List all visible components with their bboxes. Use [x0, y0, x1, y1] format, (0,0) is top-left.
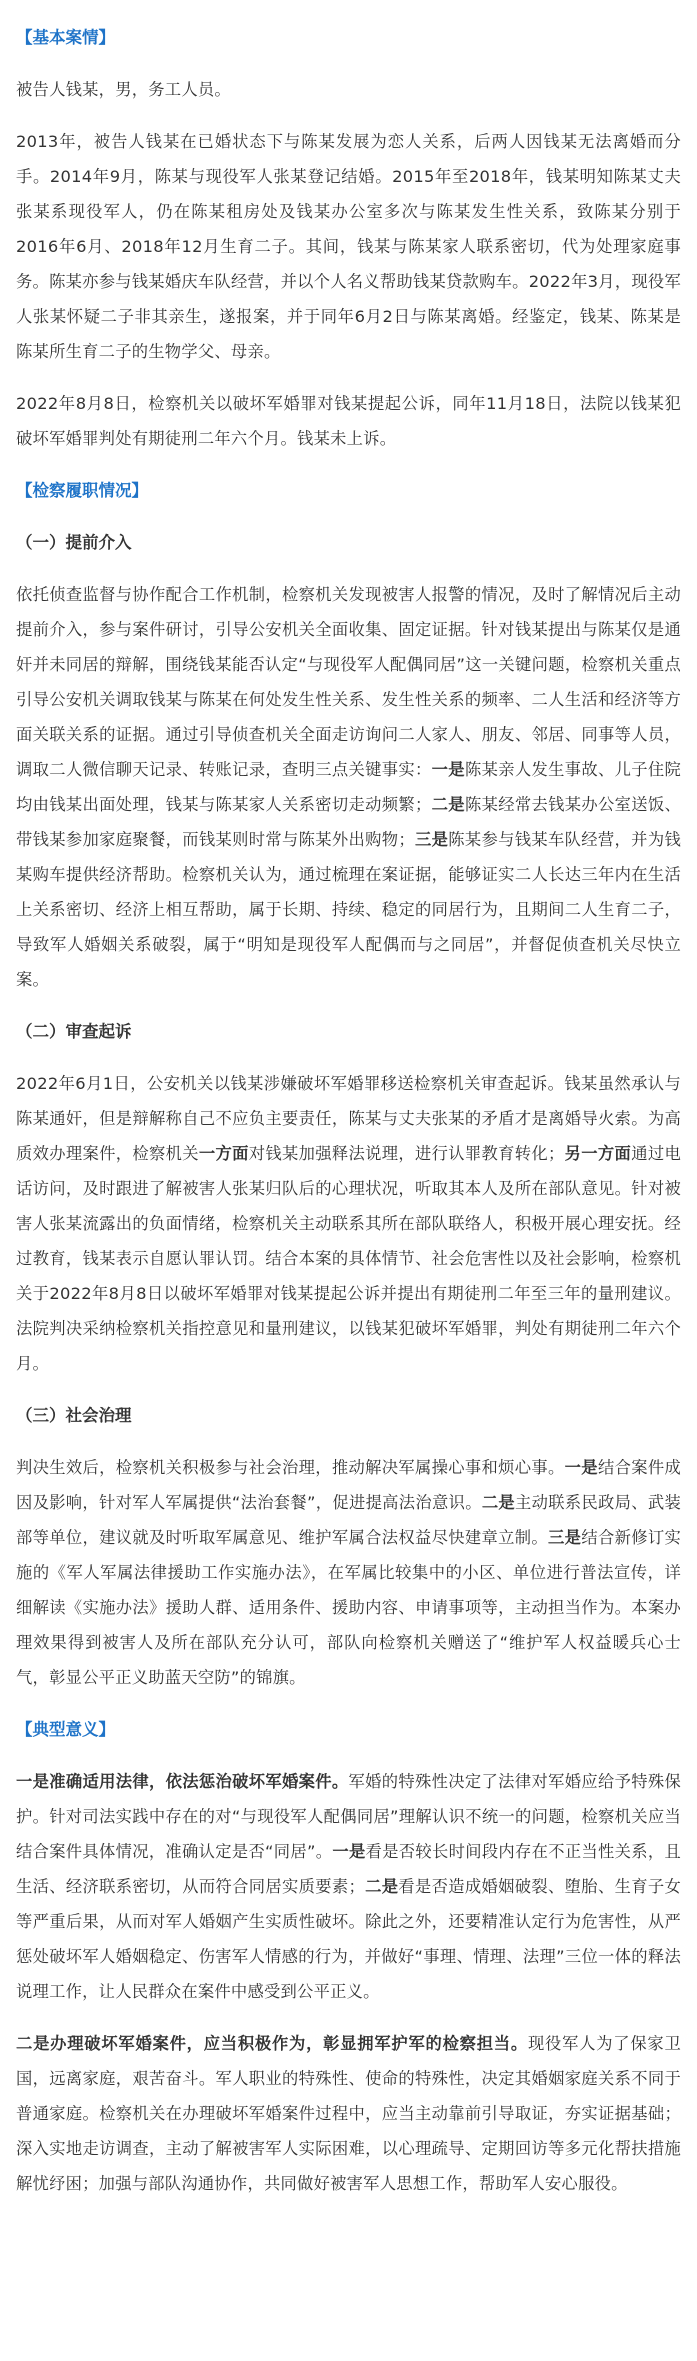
point-text: 陈某经常去钱某办公室送饭、带钱某参加家庭聚餐，而钱某则时常与陈某外出购物；: [16, 795, 681, 849]
section-heading-significance: 【典型意义】: [16, 1720, 115, 1739]
review-paragraph: [16, 1066, 681, 1381]
governance-text: 判决生效后，检察机关积极参与社会治理，推动解决军属操心事和烦心事。: [16, 1458, 565, 1477]
point-text: 对钱某加强释法说理，进行认罪教育转化；: [248, 1144, 565, 1163]
defendant-paragraph: 被告人钱某，男，务工人员。: [16, 80, 231, 99]
point-label: 三是: [414, 830, 449, 849]
point-text: 主动联系民政局、武装部等单位，建议就及时听取军属意见、维护军属合法权益尽快建章立制。: [16, 1493, 681, 1547]
point-text: 陈某亲人发生事故、儿子住院均由钱某出面处理，钱某与陈某家人关系密切走动频繁；: [16, 760, 681, 814]
subheading-intervention: （一）提前介入: [16, 533, 132, 552]
significance-text: 现役军人为了保家卫国，远离家庭，艰苦奋斗。军人职业的特殊性、使命的特殊性，决定其婚姻家庭关系不同于普通家庭。检察机关在办理破坏军婚案件过程中，应当主动靠前引导取证，夯实证据基础；深入实地走访调查，主动了解被害军人实际困难，以心理疏导、定期回访等多元化帮扶措施解忧纾困；加强与部队沟通协作，共同做好被害军人思想工作，帮助军人安心服役。: [16, 2034, 681, 2193]
verdict-paragraph: 2022年8月8日，检察机关以破坏军婚罪对钱某提起公诉，同年11月18日，法院以钱某犯破坏军婚罪判处有期徒刑二年六个月。钱某未上诉。: [16, 394, 681, 448]
point-label: 一是: [564, 1458, 598, 1477]
point-text: 结合新修订实施的《军人军属法律援助工作实施办法》，在军属比较集中的小区、单位进行普法宣传，详细解读《实施办法》援助人群、适用条件、援助内容、申请事项等，主动担当作为。本案办理效果得到被害人及所在部队充分认可，部队向检察机关赠送了“维护军人权益暖兵心士气，彰显公平正义助蓝天空防”的锦旗。: [16, 1528, 681, 1687]
point-label: 一方面: [198, 1144, 249, 1163]
governance-paragraph: [16, 1450, 681, 1695]
section-heading-case-basics: 【基本案情】: [16, 28, 115, 47]
section-heading-performance: 【检察履职情况】: [16, 481, 148, 500]
point-text: 陈某参与钱某车队经营，并为钱某购车提供经济帮助。检察机关认为，通过梳理在案证据，能够证实二人长达三年内在生活上关系密切、经济上相互帮助，属于长期、持续、稳定的同居行为，且期间二人生育二子，导致军人婚姻关系破裂，属于“明知是现役军人配偶而与之同居”，并督促侦查机关尽快立案。: [16, 830, 681, 989]
point-label: 另一方面: [564, 1144, 632, 1163]
intervention-text: 依托侦查监督与协作配合工作机制，检察机关发现被害人报警的情况，及时了解情况后主动提前介入，参与案件研讨，引导公安机关全面收集、固定证据。针对钱某提出与陈某仅是通奸并未同居的辩解，围绕钱某能否认定“与现役军人配偶同居”这一关键问题，检察机关重点引导公安机关调取钱某与陈某在何处发生性关系、发生性关系的频率、二人生活和经济等方面关联关系的证据。通过引导侦查机关全面走访询问二人家人、朋友、邻居、同事等人员，调取二人微信聊天记录、转账记录，查明三点关键事实：: [16, 585, 681, 779]
point-text: 看是否造成婚姻破裂、堕胎、生育子女等严重后果，从而对军人婚姻产生实质性破坏。除此之外，还要精准认定行为危害性，从严惩处破坏军人婚姻稳定、伤害军人情感的行为，并做好“事理、情理、法理”三位一体的释法说理工作，让人民群众在案件中感受到公平正义。: [16, 1877, 681, 2001]
intervention-paragraph: [16, 577, 681, 997]
subheading-review: （二）审查起诉: [16, 1022, 132, 1041]
point-label: 二是: [365, 1877, 399, 1896]
significance-point-heading: 二是办理破坏军婚案件，应当积极作为，彰显拥军护军的检察担当。: [16, 2034, 528, 2053]
significance-point-heading: 一是准确适用法律，依法惩治破坏军婚案件。: [16, 1772, 349, 1791]
point-text: 结合案件成因及影响，针对军人军属提供“法治套餐”，促进提高法治意识。: [16, 1458, 681, 1512]
point-label: 二是: [431, 795, 465, 814]
point-text: 通过电话访问，及时跟进了解被害人张某归队后的心理状况，听取其本人及所在部队意见。针对被害人张某流露出的负面情绪，检察机关主动联系其所在部队联络人，积极开展心理安抚。经过教育，钱某表示自愿认罪认罚。结合本案的具体情节、社会危害性以及社会影响，检察机关于2022年8月8日以破坏军婚罪对钱某提起公诉并提出有期徒刑二年至三年的量刑建议。法院判决采纳检察机关指控意见和量刑建议，以钱某犯破坏军婚罪，判处有期徒刑二年六个月。: [16, 1144, 681, 1373]
subheading-governance: （三）社会治理: [16, 1406, 132, 1425]
point-label: 二是: [481, 1493, 516, 1512]
significance-paragraph-2: [16, 2026, 681, 2201]
review-text: 2022年6月1日，公安机关以钱某涉嫌破坏军婚罪移送检察机关审查起诉。钱某虽然承认与陈某通奸，但是辩解称自己不应负主要责任，陈某与丈夫张某的矛盾才是离婚导火索。为高质效办理案件，检察机关: [16, 1074, 681, 1163]
point-label: 一是: [332, 1842, 366, 1861]
point-text: 看是否较长时间段内存在不正当性关系，且生活、经济联系密切，从而符合同居实质要素；: [16, 1842, 681, 1896]
facts-paragraph: 2013年，被告人钱某在已婚状态下与陈某发展为恋人关系，后两人因钱某无法离婚而分手。2014年9月，陈某与现役军人张某登记结婚。2015年至2018年，钱某明知陈某丈夫张某系现役军人，仍在陈某租房处及钱某办公室多次与陈某发生性关系，致陈某分别于2016年6月、2018年12月生育二子。其间，钱某与陈某家人联系密切，代为处理家庭事务。陈某亦参与钱某婚庆车队经营，并以个人名义帮助钱某贷款购车。2022年3月，现役军人张某怀疑二子非其亲生，遂报案，并于同年6月2日与陈某离婚。经鉴定，钱某、陈某是陈某所生育二子的生物学父、母亲。: [16, 132, 681, 361]
point-label: 一是: [431, 760, 465, 779]
point-label: 三是: [548, 1528, 582, 1547]
significance-text: 军婚的特殊性决定了法律对军婚应给予特殊保护。针对司法实践中存在的对“与现役军人配偶同居”理解认识不统一的问题，检察机关应当结合案件具体情况，准确认定是否“同居”。: [16, 1772, 681, 1861]
significance-paragraph-1: [16, 1764, 681, 2009]
